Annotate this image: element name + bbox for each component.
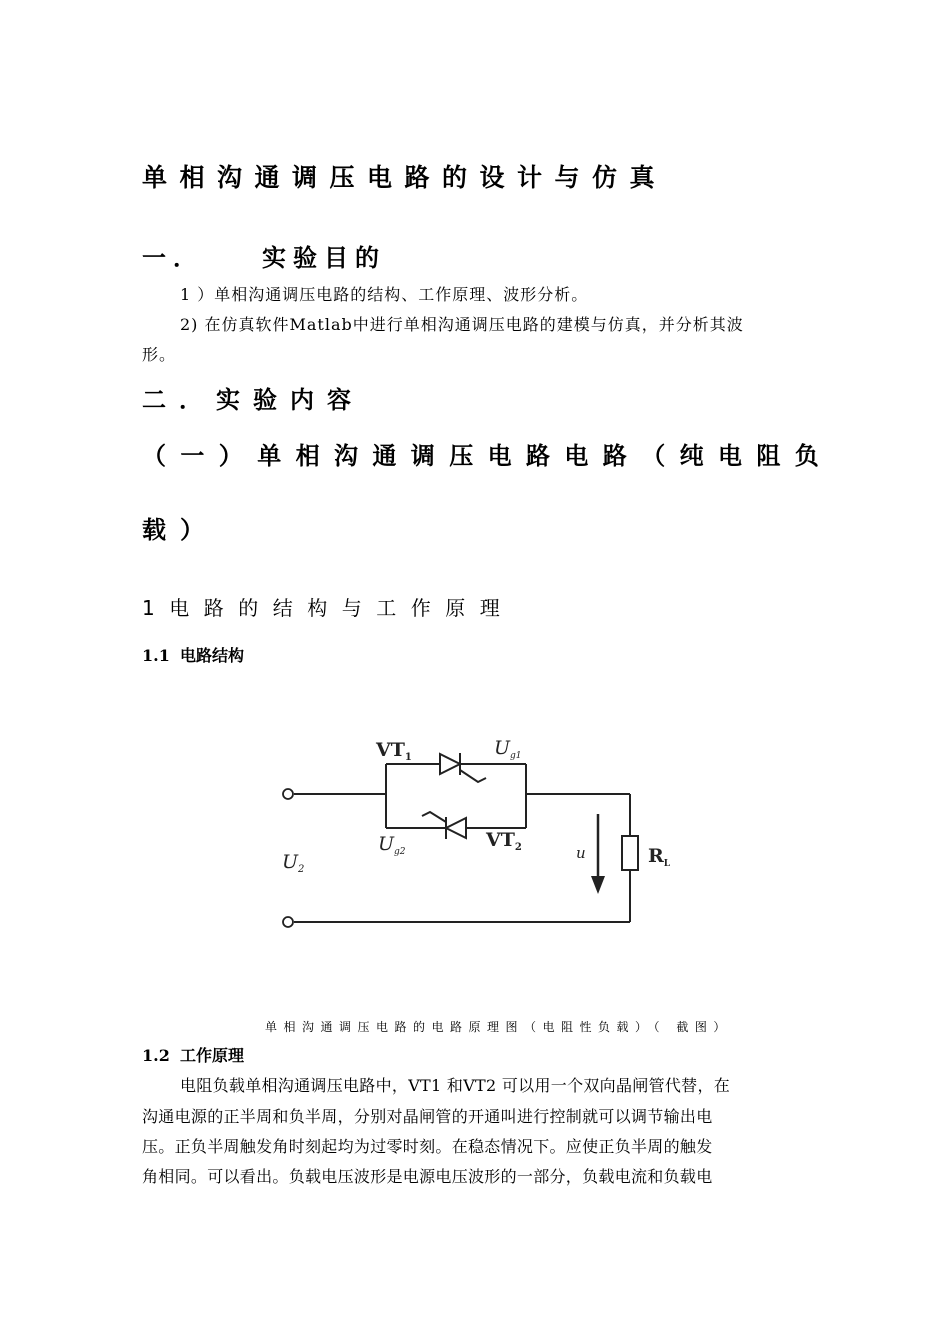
subsection-heading-continued: 载） (142, 516, 218, 544)
u2-label: $U_2$ (282, 851, 305, 875)
document-title: 单相沟通调压电路的设计与仿真 (142, 163, 668, 192)
section-heading-content: 二．实验内容 (142, 386, 364, 414)
heading-text: 工作原理 (180, 1046, 245, 1065)
circuit-diagram (248, 718, 708, 950)
section-heading-purpose (142, 238, 386, 273)
ug2-label: $U_{g2}$ (378, 833, 406, 857)
purpose-item-2-continued: 形。 (142, 345, 177, 364)
input-terminal-bottom (283, 917, 293, 927)
vt1-label: $VT_1$ (376, 739, 412, 763)
input-terminal-top (283, 789, 293, 799)
purpose-item-2: 2) 在仿真软件Matlab中进行单相沟通调压电路的建模与仿真，并分析其波 (180, 315, 744, 334)
vt2-label: $VT_2$ (486, 829, 522, 853)
paragraph-line: 角相同。可以看出。负载电压波形是电源电压波形的一部分，负载电流和负载电 (142, 1167, 713, 1186)
heading-text: 电路结构 (180, 646, 245, 665)
ug1-label: $U_{g1}$ (494, 737, 522, 761)
figure-caption: 单相沟通调压电路的电路原理图（电阻性负载）（ 截图） (265, 1020, 732, 1034)
section-number: 一． (142, 244, 204, 272)
heading-number: 1.2 (142, 1046, 170, 1065)
heading-1-2 (142, 1043, 244, 1066)
heading-1-1 (142, 643, 244, 666)
paragraph-line: 沟通电源的正半周和负半周，分别对晶闸管的开通叫进行控制就可以调节输出电 (142, 1107, 713, 1126)
paragraph-line: 压。正负半周触发角时刻起均为过零时刻。在稳态情况下。应使正负半周的触发 (142, 1137, 713, 1156)
u-label: u (576, 844, 586, 862)
rl-label: $R_L$ (648, 845, 671, 869)
resistor-icon (622, 836, 638, 870)
purpose-item-1: 1 ）单相沟通调压电路的结构、工作原理、波形分析。 (180, 285, 589, 304)
section-title: 实验目的 (262, 244, 386, 272)
figure-background (248, 718, 708, 950)
paragraph-line: 电阻负载单相沟通调压电路中，VT1 和VT2 可以用一个双向晶闸管代替，在 (180, 1076, 731, 1095)
sub-subsection-heading: 1电路的结构与工作原理 (142, 596, 515, 620)
circuit-svg (248, 718, 708, 950)
heading-number: 1.1 (142, 646, 170, 665)
subsection-heading: （一）单相沟通调压电路电路（纯电阻负 (142, 442, 834, 470)
